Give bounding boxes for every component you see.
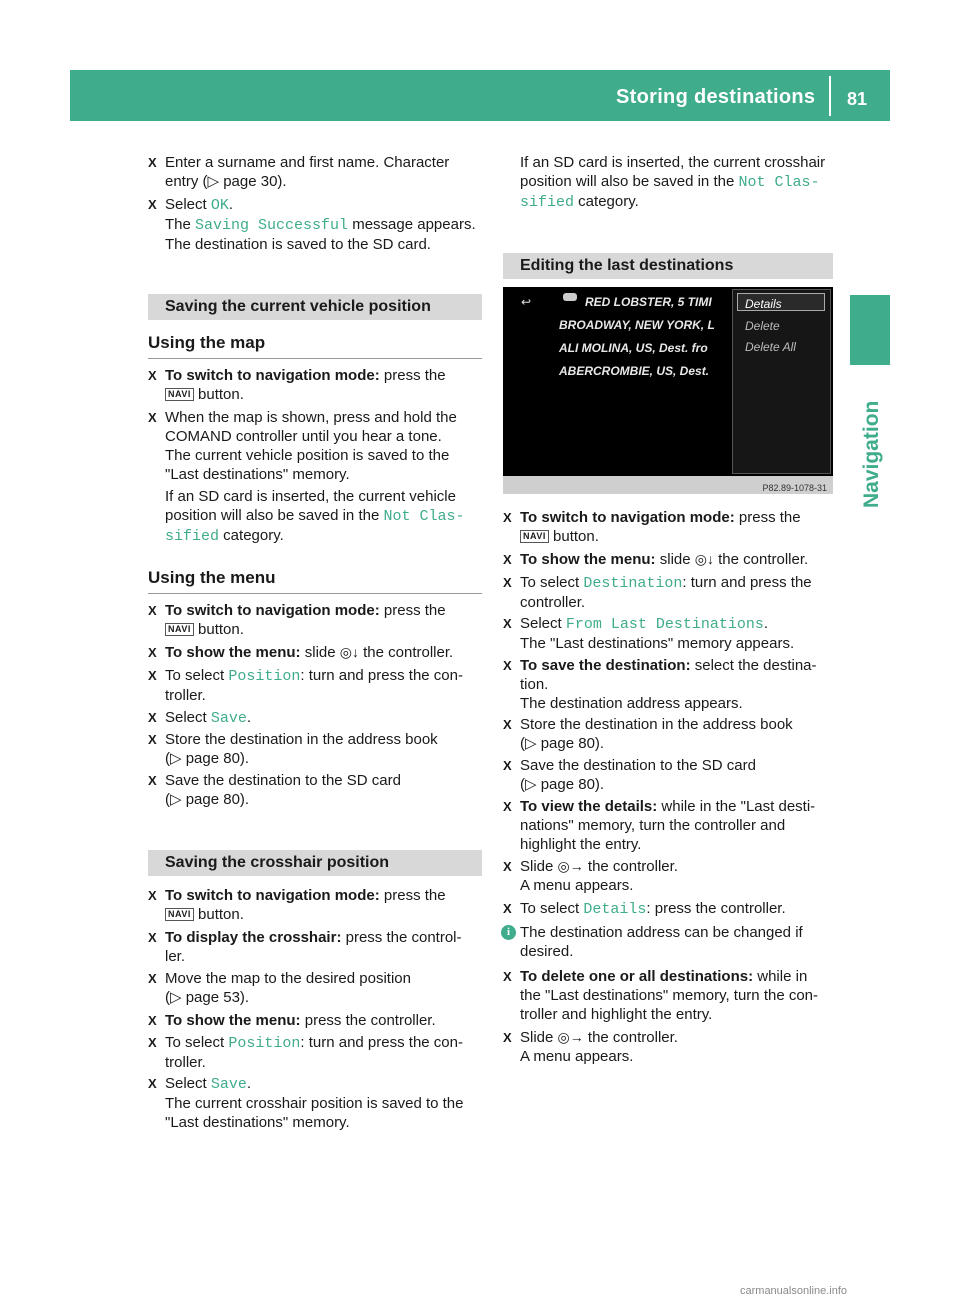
list-item: X To switch to navigation mode: press the NAVI button. xyxy=(148,602,446,638)
navi-button-icon: NAVI xyxy=(520,530,549,543)
ui-term: Position xyxy=(228,668,301,685)
bullet-arrow-icon: X xyxy=(148,668,157,683)
menu-item-details: Details xyxy=(745,297,782,311)
side-label-box xyxy=(852,378,892,508)
watermark: carmanualsonline.info xyxy=(740,1285,848,1297)
bullet-arrow-icon: X xyxy=(148,197,157,212)
list-item: X To select Position: turn and press the con- troller. xyxy=(148,1034,463,1071)
item-text: Enter a surname and first name. Character entry (▷ page 30). xyxy=(165,154,450,190)
bullet-arrow-icon: X xyxy=(148,1013,157,1028)
list-item: X Slide ◎→ the controller. A menu appears. xyxy=(503,858,678,894)
list-item: X To show the menu: slide ◎↓ the controller. xyxy=(503,551,809,568)
bullet-arrow-icon: X xyxy=(148,710,157,725)
list-item: X To switch to navigation mode: press the NAVI button. xyxy=(148,887,446,923)
list-item: X To select Position: turn and press the con- troller. xyxy=(148,667,463,704)
list-item: X To view the details: while in the "Last desti- nations" memory, turn the controller and highlight the entry. xyxy=(503,798,816,853)
ui-term: Saving Successful xyxy=(195,217,349,234)
bullet-arrow-icon: X xyxy=(148,155,157,170)
section-heading: Saving the crosshair position xyxy=(148,850,482,876)
page-title: Storing destinations xyxy=(616,86,816,108)
list-item: X Select From Last Destinations. The "Last destinations" memory appears. xyxy=(503,615,795,652)
bullet-arrow-icon: X xyxy=(148,888,157,903)
bullet-arrow-icon: X xyxy=(503,575,512,590)
ui-term: sified xyxy=(165,528,220,545)
bullet-arrow-icon: X xyxy=(503,510,512,525)
controller-slide-right-icon: ◎→ xyxy=(557,858,584,874)
bullet-arrow-icon: X xyxy=(148,603,157,618)
ui-term: From Last Destinations xyxy=(565,616,764,633)
list-item xyxy=(148,153,482,191)
list-item: X When the map is shown, press and hold the COMAND controller until you hear a tone. The current vehicle position is saved to the "Last destinations" memory. If an SD card is inserted, the current vehicle position will also be saved in the Not Clas‐ sified category. xyxy=(148,409,465,545)
navi-button-icon: NAVI xyxy=(165,908,194,921)
list-item: X To select Destination: turn and press the controller. xyxy=(503,574,812,611)
bullet-arrow-icon: X xyxy=(503,799,512,814)
image-code-strip xyxy=(503,476,833,494)
controller-slide-down-icon: ◎↓ xyxy=(339,644,359,660)
bullet-arrow-icon: X xyxy=(148,1076,157,1091)
back-icon: ↩ xyxy=(521,295,532,309)
destination-row: ALI MOLINA, US, Dest. fro xyxy=(559,341,708,355)
ui-term: Details xyxy=(583,901,647,918)
navi-button-icon: NAVI xyxy=(165,388,194,401)
ui-term: Not Clas‐ xyxy=(738,174,820,191)
bullet-arrow-icon: X xyxy=(503,552,512,567)
bullet-arrow-icon: X xyxy=(503,859,512,874)
bullet-arrow-icon: X xyxy=(503,1030,512,1045)
controller-slide-right-icon: ◎→ xyxy=(557,1029,584,1045)
bullet-arrow-icon: X xyxy=(503,717,512,732)
side-label: Navigation xyxy=(860,400,883,508)
list-item: X Save the destination to the SD card (▷ page 80). xyxy=(503,757,756,793)
bullet-arrow-icon: X xyxy=(148,773,157,788)
controller-slide-down-icon: ◎↓ xyxy=(694,551,714,567)
ui-term: OK xyxy=(210,197,229,214)
info-note: i The destination address can be changed if desired. xyxy=(503,923,836,961)
list-item: X To switch to navigation mode: press the NAVI button. xyxy=(503,509,801,545)
list-item: X To show the menu: slide ◎↓ the controller. xyxy=(148,644,454,661)
list-item: X Store the destination in the address book (▷ page 80). xyxy=(148,731,438,767)
context-menu xyxy=(732,289,831,474)
list-item: X Select OK. The Saving Successful message appears. The destination is saved to the SD card. xyxy=(148,196,476,253)
bullet-arrow-icon: X xyxy=(503,658,512,673)
ui-term: Save xyxy=(210,1076,247,1093)
display-screenshot xyxy=(503,287,833,494)
list-item: X To display the crosshair: press the control- ler. xyxy=(148,929,462,965)
bullet-arrow-icon: X xyxy=(148,410,157,425)
list-item: X To switch to navigation mode: press the NAVI button. xyxy=(148,367,446,403)
bullet-arrow-icon: X xyxy=(148,732,157,747)
list-item: X To save the destination: select the destina- tion. The destination address appears. xyxy=(503,657,817,712)
menu-item-delete: Delete xyxy=(745,319,780,333)
bullet-arrow-icon: X xyxy=(148,645,157,660)
list-item: X Store the destination in the address book (▷ page 80). xyxy=(503,716,793,752)
section-tab xyxy=(850,295,890,365)
ui-term: Destination xyxy=(583,575,683,592)
destination-row: BROADWAY, NEW YORK, L xyxy=(559,318,715,332)
list-item: X Select Save. xyxy=(148,709,252,727)
bullet-arrow-icon: X xyxy=(148,1035,157,1050)
ui-term: Save xyxy=(210,710,247,727)
bullet-arrow-icon: X xyxy=(148,930,157,945)
ui-term: Position xyxy=(228,1035,301,1052)
bullet-arrow-icon: X xyxy=(148,971,157,986)
bullet-arrow-icon: X xyxy=(503,616,512,631)
ui-term: sified xyxy=(520,194,575,211)
list-item: X Move the map to the desired position (▷ page 53). xyxy=(148,970,411,1006)
list-item: X To delete one or all destinations: while in the "Last destinations" memory, turn the con- troller and highlight the entry. xyxy=(503,968,819,1023)
page-number: 81 xyxy=(847,89,868,109)
list-item: X To show the menu: press the controller. xyxy=(148,1012,436,1029)
image-code: P82.89-1078-31 xyxy=(762,483,827,493)
bullet-arrow-icon: X xyxy=(503,758,512,773)
bullet-arrow-icon: X xyxy=(503,901,512,916)
info-icon: i xyxy=(501,925,516,940)
header-divider xyxy=(829,76,831,116)
continued-paragraph: If an SD card is inserted, the current crosshair position will also be saved in the Not Clas‐ sified category. xyxy=(520,154,826,211)
subheading: Using the map xyxy=(148,333,482,359)
subheading: Using the menu xyxy=(148,568,482,594)
list-item: X Slide ◎→ the controller. A menu appears. xyxy=(503,1029,678,1065)
bullet-arrow-icon: X xyxy=(148,368,157,383)
ui-term: Not Clas‐ xyxy=(383,508,465,525)
destination-flag-icon xyxy=(563,293,577,301)
list-item: X Save the destination to the SD card (▷ page 80). xyxy=(148,772,401,808)
destination-row: RED LOBSTER, 5 TIMI xyxy=(585,295,712,309)
destination-row: ABERCROMBIE, US, Dest. xyxy=(559,364,710,378)
section-heading: Saving the current vehicle position xyxy=(148,294,482,320)
list-item: X To select Details: press the controller. xyxy=(503,900,786,918)
menu-item-delete-all: Delete All xyxy=(745,340,796,354)
section-heading: Editing the last destinations xyxy=(503,253,833,279)
list-item: X Select Save. The current crosshair position is saved to the "Last destinations" memory. xyxy=(148,1075,464,1131)
bullet-arrow-icon: X xyxy=(503,969,512,984)
navi-button-icon: NAVI xyxy=(165,623,194,636)
